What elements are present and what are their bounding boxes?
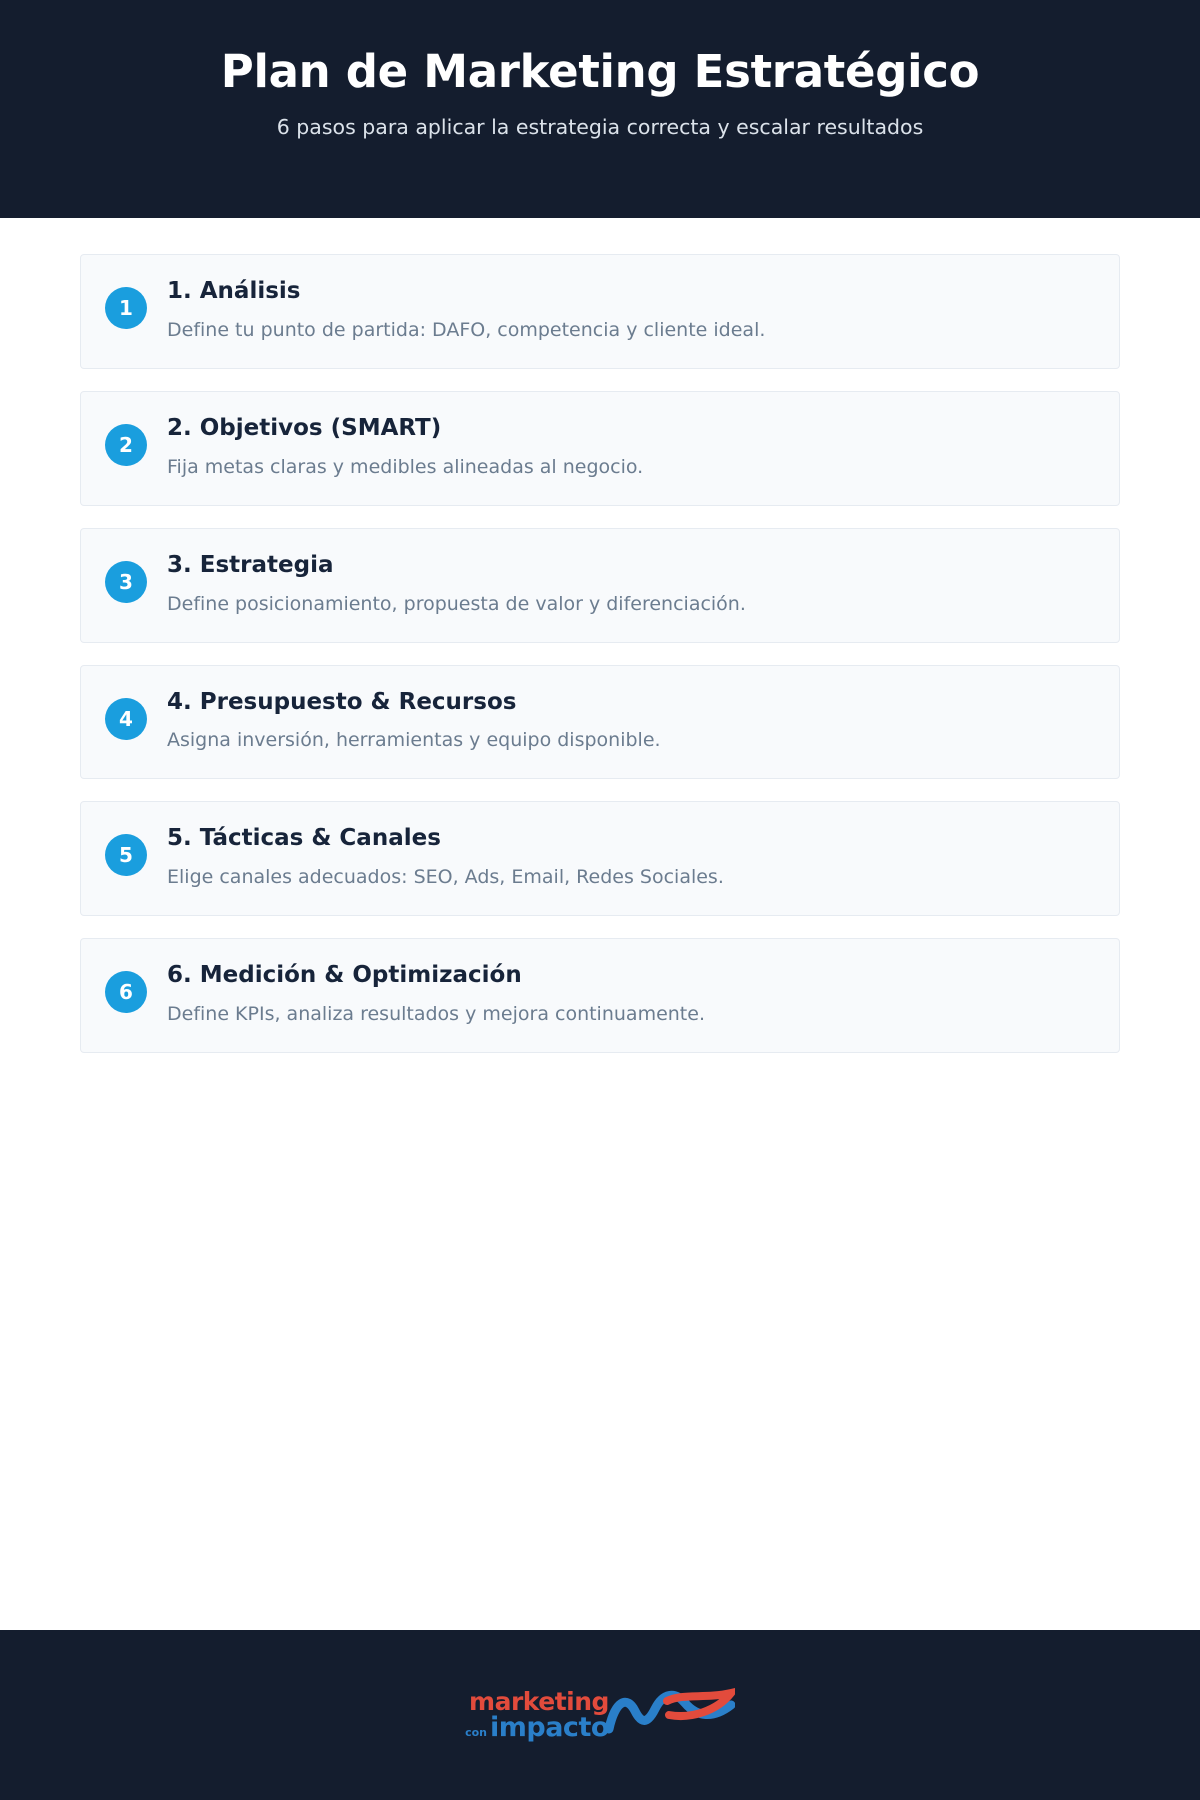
brand-logo-word: impacto bbox=[490, 1712, 609, 1743]
step-content bbox=[167, 961, 1095, 1028]
step-title: 6. Medición & Optimización bbox=[167, 962, 522, 989]
step-content bbox=[167, 688, 1095, 755]
page-footer bbox=[0, 1630, 1200, 1800]
brand-logo-line2 bbox=[465, 1714, 609, 1741]
page-title: Plan de Marketing Estratégico bbox=[220, 45, 980, 98]
step-number-badge: 3 bbox=[105, 561, 147, 603]
step-number-badge: 4 bbox=[105, 698, 147, 740]
brand-logo-prefix: con bbox=[465, 1726, 487, 1739]
page-header bbox=[0, 0, 1200, 218]
step-number-badge: 1 bbox=[105, 287, 147, 329]
step-description: Asigna inversión, herramientas y equipo disponible. bbox=[167, 729, 661, 752]
brand-logo-text bbox=[465, 1689, 609, 1741]
steps-list bbox=[0, 218, 1200, 1053]
step-title: 2. Objetivos (SMART) bbox=[167, 414, 442, 441]
step-description: Define tu punto de partida: DAFO, competencia y cliente ideal. bbox=[167, 318, 766, 341]
step-card-4[interactable] bbox=[80, 665, 1120, 780]
brand-logo-line1: marketing bbox=[469, 1687, 609, 1716]
page-subtitle: 6 pasos para aplicar la estrategia correcta y escalar resultados bbox=[276, 114, 924, 139]
step-description: Define posicionamiento, propuesta de valor y diferenciación. bbox=[167, 592, 746, 615]
brand-logo bbox=[465, 1685, 735, 1745]
step-content bbox=[167, 551, 1095, 618]
step-card-6[interactable] bbox=[80, 938, 1120, 1053]
swoosh-icon bbox=[605, 1685, 735, 1743]
step-card-3[interactable] bbox=[80, 528, 1120, 643]
step-content bbox=[167, 824, 1095, 891]
step-description: Fija metas claras y medibles alineadas al negocio. bbox=[167, 455, 644, 478]
step-title: 5. Tácticas & Canales bbox=[167, 825, 441, 852]
step-content bbox=[167, 277, 1095, 344]
step-title: 3. Estrategia bbox=[167, 551, 334, 578]
step-description: Define KPIs, analiza resultados y mejora continuamente. bbox=[167, 1003, 705, 1026]
step-card-1[interactable] bbox=[80, 254, 1120, 369]
step-number-badge: 5 bbox=[105, 834, 147, 876]
step-card-5[interactable] bbox=[80, 801, 1120, 916]
step-title: 4. Presupuesto & Recursos bbox=[167, 688, 517, 715]
step-content bbox=[167, 414, 1095, 481]
step-description: Elige canales adecuados: SEO, Ads, Email, Redes Sociales. bbox=[167, 866, 724, 889]
step-number-badge: 2 bbox=[105, 424, 147, 466]
step-title: 1. Análisis bbox=[167, 278, 301, 304]
step-number-badge: 6 bbox=[105, 971, 147, 1013]
step-card-2[interactable] bbox=[80, 391, 1120, 506]
